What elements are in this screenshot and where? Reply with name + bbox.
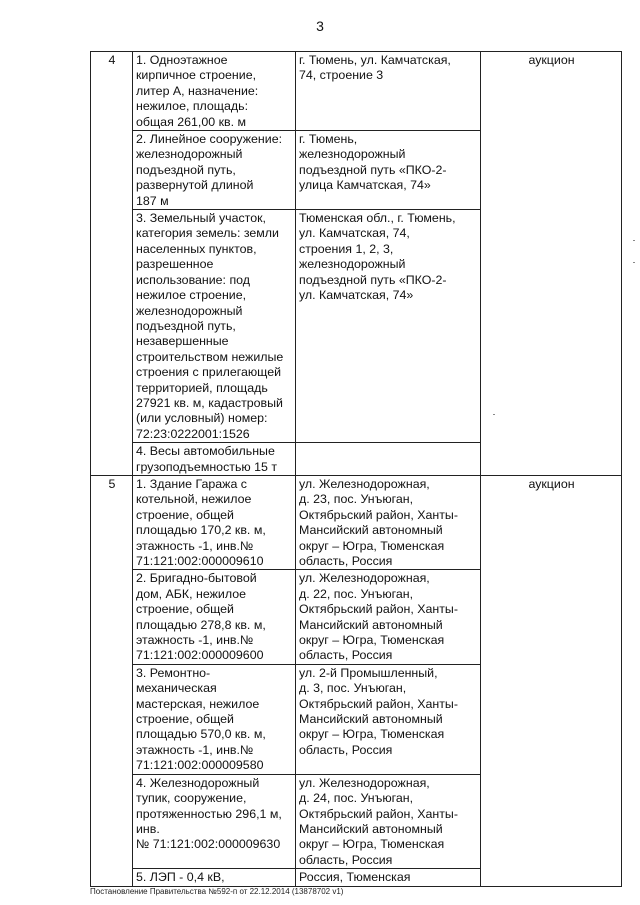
object-description: 2. Линейное сооружение: железнодорожный подъездной путь, развернутой длиной 187 м	[133, 131, 296, 210]
object-address: ул. Железнодорожная, д. 22, пос. Унъюган, Октябрьский район, Ханты- Мансийский автономный округ – Югра, Тюменская область, Россия	[296, 570, 481, 664]
sale-method: аукцион	[481, 52, 622, 476]
table-row	[91, 475, 622, 569]
object-description: 1. Здание Гаража с котельной, нежилое строение, общей площадью 170,2 кв. м, этажность -1, инв.№ 71:121:002:000009610	[133, 475, 296, 569]
scan-speck	[493, 414, 495, 415]
row-number: 4	[91, 52, 133, 476]
object-address: г. Тюмень, железнодорожный подъездной путь «ПКО-2- улица Камчатская, 74»	[296, 131, 481, 210]
object-address: г. Тюмень, ул. Камчатская, 74, строение 3	[296, 52, 481, 131]
document-footer: Постановление Правительства №592-п от 22.12.2014 (13878702 v1)	[90, 887, 344, 896]
object-description: 4. Весы автомобильные грузоподъемностью 15 т	[133, 443, 296, 476]
object-description: 2. Бригадно-бытовой дом, АБК, нежилое строение, общей площадью 278,8 кв. м, этажность -1, инв.№ 71:121:002:000009600	[133, 570, 296, 664]
property-table	[90, 51, 622, 887]
object-description: 3. Земельный участок, категория земель: земли населенных пунктов, разрешенное использование: под нежилое строение, железнодорожный подъездной путь, незавершенные строительством нежилые строения с прилегающей территорией, площадь 27921 кв. м, кадастровый (или условный) номер: 72:23:0222001:1526	[133, 210, 296, 443]
object-description: 1. Одноэтажное кирпичное строение, литер А, назначение: нежилое, площадь: общая 261,00 кв. м	[133, 52, 296, 131]
page-number: 3	[316, 18, 324, 34]
object-description: 5. ЛЭП - 0,4 кВ,	[133, 869, 296, 886]
sale-method: аукцион	[481, 475, 622, 886]
object-address	[296, 443, 481, 476]
scan-speck	[633, 240, 635, 241]
table-row	[91, 52, 622, 131]
scan-speck	[633, 262, 635, 263]
object-address: ул. Железнодорожная, д. 23, пос. Унъюган, Октябрьский район, Ханты- Мансийский автономный округ – Югра, Тюменская область, Россия	[296, 475, 481, 569]
object-address: Россия, Тюменская	[296, 869, 481, 886]
object-description: 3. Ремонтно- механическая мастерская, нежилое строение, общей площадью 570,0 кв. м, этажность -1, инв.№ 71:121:002:000009580	[133, 664, 296, 774]
object-address: Тюменская обл., г. Тюмень, ул. Камчатская, 74, строения 1, 2, 3, железнодорожный подъездной путь «ПКО-2- ул. Камчатская, 74»	[296, 210, 481, 443]
object-address: ул. 2-й Промышленный, д. 3, пос. Унъюган, Октябрьский район, Ханты- Мансийский автономный округ – Югра, Тюменская область, Россия	[296, 664, 481, 774]
row-number: 5	[91, 475, 133, 886]
object-address: ул. Железнодорожная, д. 24, пос. Унъюган, Октябрьский район, Ханты- Мансийский автономный округ – Югра, Тюменская область, Россия	[296, 774, 481, 868]
object-description: 4. Железнодорожный тупик, сооружение, протяженностью 296,1 м, инв. № 71:121:002:000009630	[133, 774, 296, 868]
